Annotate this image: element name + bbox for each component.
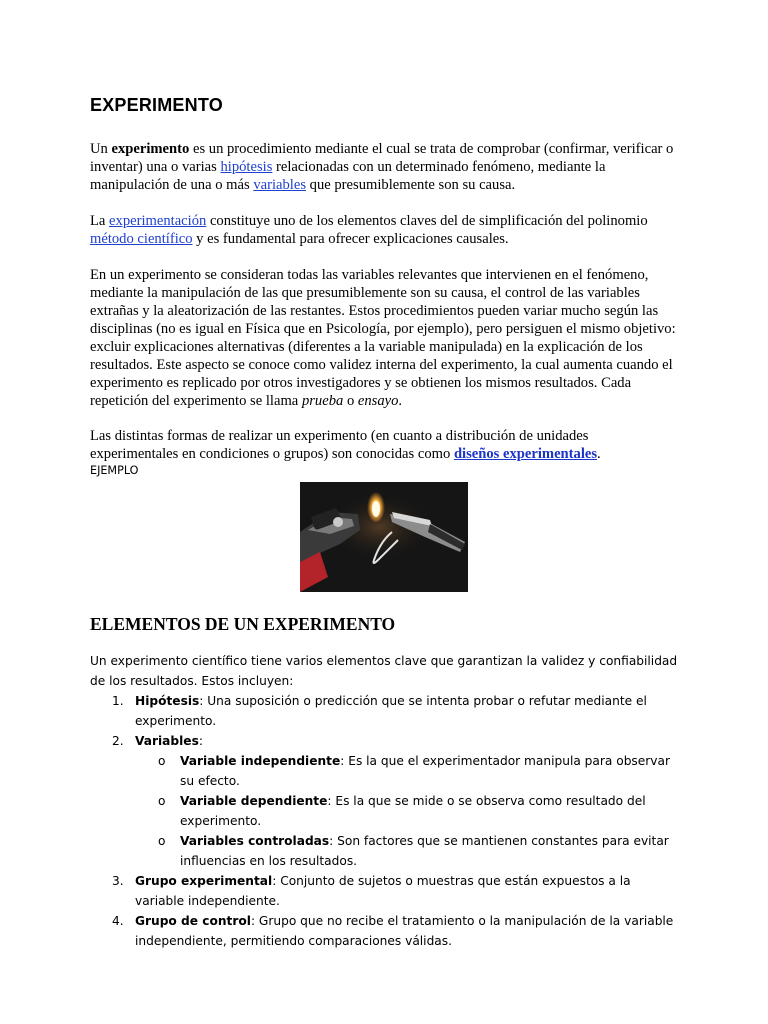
list-item-text: : Una suposición o predicción que se intenta probar o refutar mediante el experimento. [135,694,647,728]
list-number: 4. [112,914,124,928]
p1-pre: Un [90,141,112,157]
list-item-text: : [198,734,203,748]
example-label: EJEMPLO [90,464,139,477]
link-metodo-cientifico[interactable]: método científico [90,231,193,247]
list-item-text: : Grupo que no recibe el tratamiento o la manipulación de la variable independiente, permitiendo comparaciones válidas. [135,914,674,948]
elements-list [90,691,680,951]
link-variables[interactable]: variables [253,177,307,193]
p3-text-2: o [343,393,358,409]
link-hipotesis[interactable]: hipótesis [220,159,273,175]
list-item-text: : Conjunto de sujetos o muestras que están expuestos a la variable independiente. [135,874,631,908]
p2-text-2: y es fundamental para ofrecer explicaciones causales. [192,231,509,247]
section-intro: Un experimento científico tiene varios elementos clave que garantizan la validez y confiabilidad de los resultados. Estos incluyen: [90,654,678,688]
p3-em-prueba: prueba [301,393,344,409]
list-number: 2. [112,734,124,748]
p2-pre: La [90,213,110,229]
list-item-term: Hipótesis [135,694,200,708]
sublist-bullet: o [158,754,166,768]
lighter-flame-illustration [300,482,468,592]
sublist-item-dependiente [90,791,680,831]
list-number: 1. [112,694,124,708]
list-item-term: Grupo de control [135,914,251,928]
p4-text-2: . [597,446,601,462]
p1-text-1: es un procedimiento mediante el cual se trata de comprobar (confirmar, verificar o inventar) una o varias [90,141,674,175]
sublist-bullet: o [158,834,166,848]
link-experimentacion[interactable]: experimentación [109,213,207,229]
sublist-item-term: Variable dependiente [180,794,328,808]
list-item-grupo-control [90,911,680,951]
sublist-item-text: : Es la que se mide o se observa como resultado del experimento. [180,794,646,828]
list-item-term: Grupo experimental [135,874,273,888]
list-item-grupo-experimental [90,871,680,911]
experiment-photo [300,482,468,592]
p4-text-1: Las distintas formas de realizar un experimento (en cuanto a distribución de unidades experimentales en condiciones o grupos) son conocidas como [90,428,589,462]
p1-text-3: que presumiblemente son su causa. [306,177,516,193]
sublist-bullet: o [158,794,166,808]
sublist-item-controladas [90,831,680,871]
section-title-elementos: ELEMENTOS DE UN EXPERIMENTO [90,614,396,634]
p3-text-1: En un experimento se consideran todas las variables relevantes que intervienen en el fenómeno, mediante la manipulación de las que presumiblemente son su causa, el control de las variables extrañas y la aleatorización de las restantes. Estos procedimientos pueden variar mucho según las disciplinas (no es igual en Física que en Psicología, por ejemplo), pero persiguen el mismo objetivo: excluir explicaciones alternativas (diferentes a la variable manipulada) en la explicación de los resultados. Este aspecto se conoce como validez interna del experimento, la cual aumenta cuando el experimento es replicado por otros investigadores y se obtienen los mismos resultados. Cada repetición del experimento se llama [90,267,676,409]
paragraph-experimentacion [90,212,680,248]
link-disenos-experimentales[interactable]: diseños experimentales [453,446,598,462]
page-title: EXPERIMENTO [90,95,223,115]
paragraph-variables [90,266,680,410]
p2-text-1: constituye uno de los elementos claves del de simplificación del polinomio [206,213,648,229]
list-item-term: Variables [135,734,199,748]
list-item-variables [90,731,680,751]
paragraph-disenos [90,427,680,463]
sublist-item-text: : Es la que el experimentador manipula para observar su efecto. [180,754,670,788]
sublist-item-independiente [90,751,680,791]
p3-em-ensayo: ensayo [357,393,399,409]
sublist-item-term: Variables controladas [180,834,330,848]
p1-text-2: relacionadas con un determinado fenómeno, mediante la manipulación de una o más [90,159,606,193]
p3-text-3: . [398,393,403,409]
list-item-hipotesis [90,691,680,731]
sublist-item-text: : Son factores que se mantienen constantes para evitar influencias en los resultados. [180,834,669,868]
sublist-item-term: Variable independiente [180,754,341,768]
paragraph-intro [90,140,680,194]
p1-bold-term: experimento [111,141,190,157]
list-number: 3. [112,874,124,888]
